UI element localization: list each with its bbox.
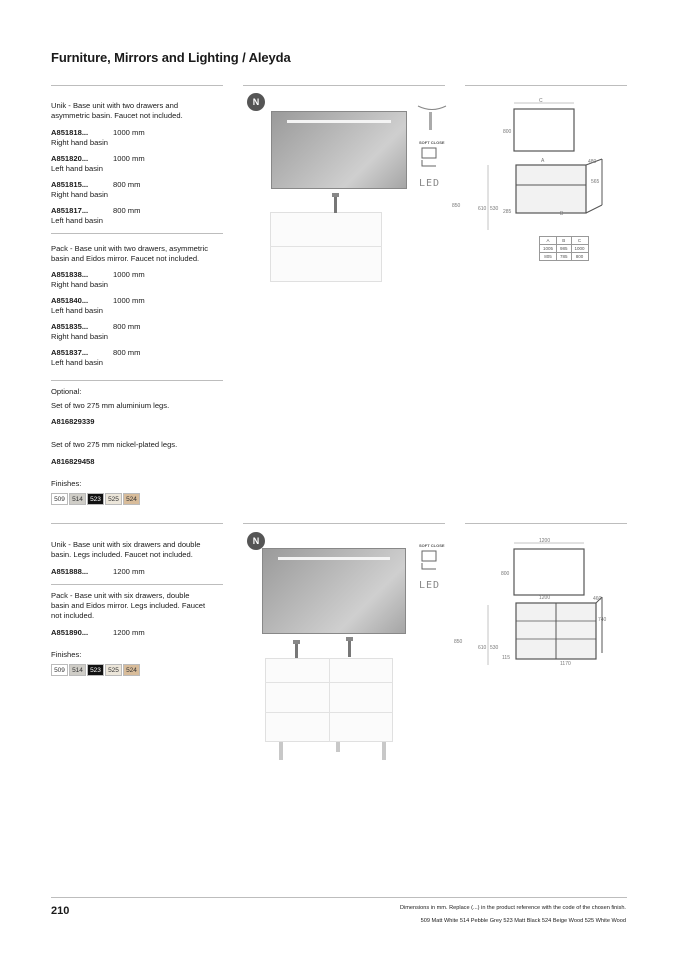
optional-code: A816829458 — [51, 457, 95, 466]
product-size: 800 mm — [113, 206, 141, 215]
product-code: A851840... — [51, 296, 89, 305]
product-description: Pack - Base unit with six drawers, double — [51, 591, 190, 600]
product-description: asymmetric basin. Faucet not included. — [51, 111, 183, 120]
product-description: basin and Eidos mirror. Legs included. Faucet — [51, 601, 206, 610]
drawing-label: C — [539, 98, 543, 104]
finish-swatch: 525 — [105, 493, 122, 505]
drawing-label: B — [560, 211, 564, 217]
table-header: A — [540, 237, 557, 245]
drawing-label: 740 — [598, 617, 607, 623]
table-cell: 985 — [557, 245, 572, 253]
product-size: 1000 mm — [113, 128, 145, 137]
drawer-divider — [270, 246, 382, 247]
product-description: Unik - Base unit with two drawers and — [51, 101, 179, 110]
divider — [51, 523, 223, 524]
drawing-label: 610 — [478, 645, 487, 651]
finish-swatch: 509 — [51, 493, 68, 505]
table-header: C — [571, 237, 588, 245]
product-size: 800 mm — [113, 322, 141, 331]
cabinet-leg — [279, 742, 283, 760]
table-cell: 785 — [557, 253, 572, 261]
cabinet-leg — [336, 742, 340, 752]
finish-swatch: 523 — [87, 664, 104, 676]
faucet-image — [330, 193, 342, 213]
mirror-image — [262, 548, 406, 634]
dimension-table — [539, 236, 589, 261]
product-code: A851890... — [51, 628, 89, 637]
finishes-label: Finishes: — [51, 650, 82, 659]
product-code: A851838... — [51, 270, 89, 279]
product-code: A851835... — [51, 322, 89, 331]
drawing-label: 1170 — [560, 661, 571, 667]
drawing-label: 530 — [490, 645, 499, 651]
finish-swatch: 525 — [105, 664, 122, 676]
footer-note: Dimensions in mm. Replace (...) in the product reference with the code of the chosen finish. — [399, 905, 626, 911]
soft-close-label: SOFT CLOSE — [419, 140, 445, 145]
product-variant: Left hand basin — [51, 164, 103, 173]
drawing-label: 565 — [591, 179, 600, 185]
product-size: 1000 mm — [113, 270, 145, 279]
finish-swatch: 514 — [69, 664, 86, 676]
product-variant: Right hand basin — [51, 280, 108, 289]
product-size: 800 mm — [113, 180, 141, 189]
basin-icon — [417, 103, 447, 131]
drawing-label: 800 — [503, 129, 512, 135]
drawing-label: A — [541, 158, 545, 164]
soft-close-icon — [419, 549, 443, 571]
product-description: Unik - Base unit with six drawers and double — [51, 540, 201, 549]
optional-description: Set of two 275 mm nickel-plated legs. — [51, 440, 178, 449]
product-variant: Right hand basin — [51, 138, 108, 147]
mirror-light-strip — [278, 557, 390, 560]
page-number: 210 — [51, 905, 70, 917]
finish-swatch: 509 — [51, 664, 68, 676]
cabinet-divider — [329, 658, 330, 742]
product-description: Pack - Base unit with two drawers, asymmetric — [51, 244, 208, 253]
divider — [51, 233, 223, 234]
drawing-label: 285 — [503, 209, 512, 215]
product-size: 1000 mm — [113, 154, 145, 163]
vanity-unit-image — [270, 212, 382, 282]
footer-divider — [51, 897, 627, 898]
optional-label: Optional: — [51, 387, 82, 396]
finish-swatches — [51, 664, 141, 676]
drawing-label: 1200 — [539, 538, 551, 544]
table-cell: 805 — [540, 253, 557, 261]
drawing-label: 1200 — [539, 595, 551, 601]
drawing-label: 480 — [588, 159, 597, 165]
finish-swatch: 524 — [123, 493, 140, 505]
soft-close-label: SOFT CLOSE — [419, 543, 445, 548]
product-variant: Right hand basin — [51, 332, 108, 341]
table-cell: 1005 — [540, 245, 557, 253]
new-badge: N — [247, 93, 265, 111]
drawing-label: 850 — [454, 639, 463, 645]
product-code: A851815... — [51, 180, 89, 189]
page-title: Furniture, Mirrors and Lighting / Aleyda — [51, 50, 291, 65]
technical-drawing — [450, 535, 610, 675]
finish-swatch: 524 — [123, 664, 140, 676]
drawing-label: 850 — [452, 203, 461, 209]
drawing-label: 800 — [501, 571, 510, 577]
table-header: B — [557, 237, 572, 245]
product-code: A851837... — [51, 348, 89, 357]
mirror-light-strip — [287, 120, 391, 123]
optional-code: A816829339 — [51, 417, 95, 426]
product-variant: Left hand basin — [51, 358, 103, 367]
cabinet-leg — [382, 742, 386, 760]
divider — [51, 584, 223, 585]
finish-swatch: 514 — [69, 493, 86, 505]
divider — [51, 380, 223, 381]
product-size: 1200 mm — [113, 628, 145, 637]
drawing-label: 115 — [502, 655, 510, 661]
product-code: A851817... — [51, 206, 89, 215]
product-code: A851888... — [51, 567, 89, 576]
divider — [243, 523, 445, 524]
product-size: 1200 mm — [113, 567, 145, 576]
product-description: basin. Legs included. Faucet not included. — [51, 550, 193, 559]
finish-swatches — [51, 493, 141, 505]
drawing-label: 610 — [478, 206, 487, 212]
divider — [465, 523, 627, 524]
led-icon: LED — [419, 178, 441, 189]
product-variant: Left hand basin — [51, 216, 103, 225]
table-cell: 1000 — [571, 245, 588, 253]
product-code: A851820... — [51, 154, 89, 163]
faucet-image — [291, 640, 303, 660]
optional-description: Set of two 275 mm aluminium legs. — [51, 401, 170, 410]
divider — [51, 85, 223, 86]
table-cell: 800 — [571, 253, 588, 261]
product-description: not included. — [51, 611, 95, 620]
faucet-image — [344, 637, 356, 657]
drawing-label: 530 — [490, 206, 499, 212]
finishes-label: Finishes: — [51, 479, 82, 488]
soft-close-icon — [419, 146, 443, 168]
product-variant: Left hand basin — [51, 306, 103, 315]
finish-swatch: 523 — [87, 493, 104, 505]
divider — [465, 85, 627, 86]
new-badge: N — [247, 532, 265, 550]
product-description: basin and Eidos mirror. Faucet not included. — [51, 254, 200, 263]
led-icon: LED — [419, 580, 441, 591]
product-variant: Right hand basin — [51, 190, 108, 199]
product-size: 800 mm — [113, 348, 141, 357]
finish-legend: 509 Matt White 514 Pebble Grey 523 Matt Black 524 Beige Wood 525 White Wood — [420, 918, 626, 924]
divider — [243, 85, 445, 86]
product-size: 1000 mm — [113, 296, 145, 305]
product-code: A851818... — [51, 128, 89, 137]
drawing-label: 460 — [593, 596, 602, 602]
